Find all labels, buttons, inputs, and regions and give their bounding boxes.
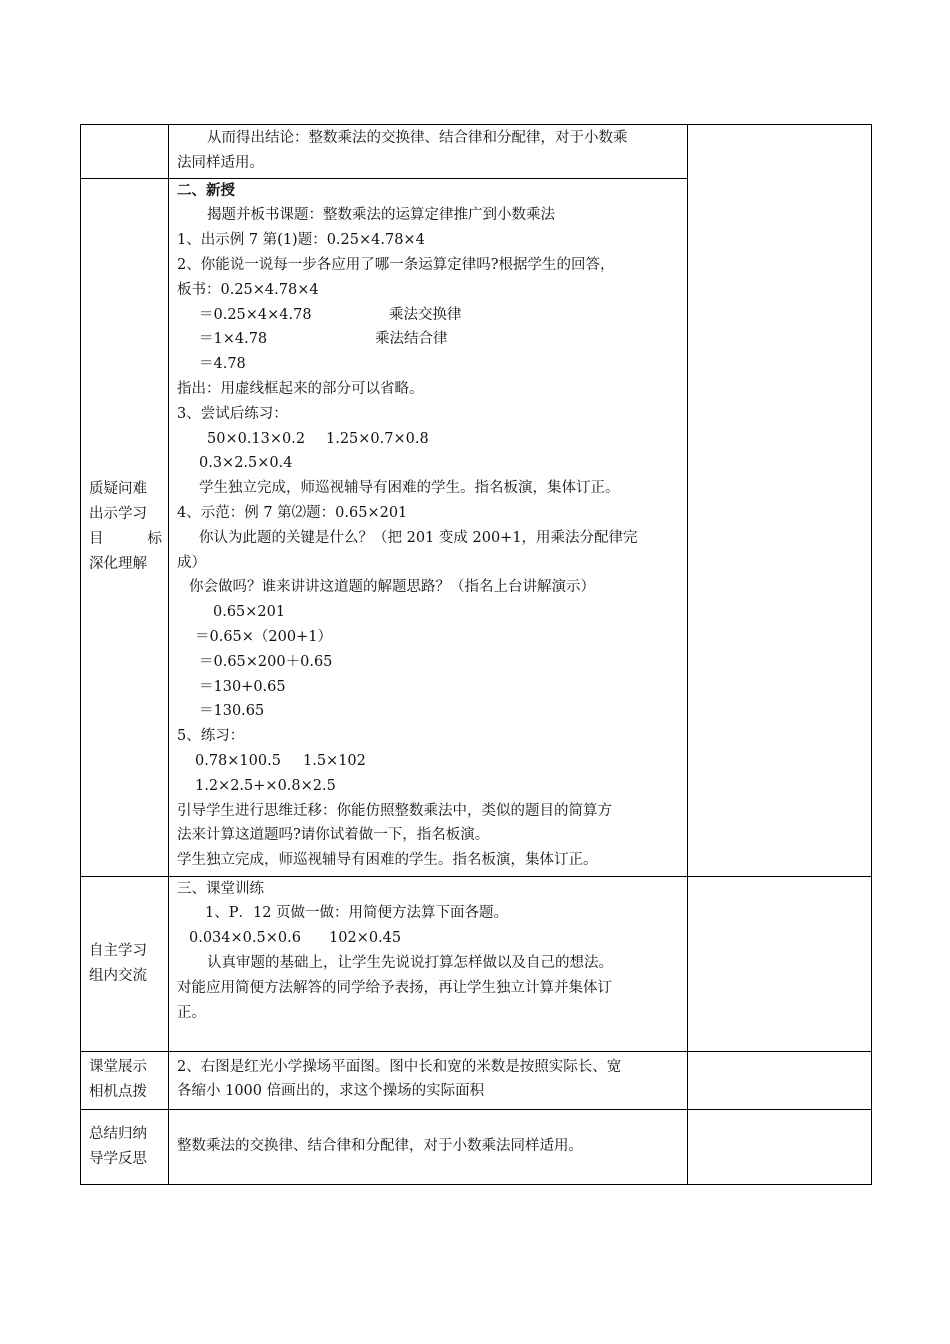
- exercise-line: [177, 427, 681, 452]
- row-label: 总结归纳: [89, 1125, 147, 1142]
- text-line: 3、尝试后练习：: [177, 405, 288, 422]
- label-cell-empty: [81, 125, 169, 179]
- content-cell: [169, 876, 688, 1051]
- calc-step: ＝130.65: [199, 703, 265, 720]
- exercise: 50×0.13×0.2: [207, 430, 306, 447]
- exercise: 1.5×102: [303, 752, 366, 769]
- text-line: 法同样适用。: [177, 154, 264, 171]
- calc-line: [177, 303, 681, 328]
- text-line: 从而得出结论：整数乘法的交换律、结合律和分配律，对于小数乘: [207, 130, 628, 146]
- text-line: 正。: [177, 1004, 206, 1021]
- row-label: 自主学习: [89, 942, 147, 959]
- text-line: 1、P．12 页做一做：用简便方法算下面各题。: [205, 905, 509, 922]
- text-line: 板书：0.25×4.78×4: [177, 281, 319, 298]
- text-line: 你认为此题的关键是什么？（把 201 变成 200+1，用乘法分配律完: [199, 529, 638, 546]
- row-label: 导学反思: [89, 1150, 147, 1167]
- text-line: 学生独立完成，师巡视辅导有困难的学生。指名板演，集体订正。: [177, 852, 598, 869]
- text-line: 1、出示例 7 第(1)题：0.25×4.78×4: [177, 232, 425, 249]
- exercise-line: [177, 749, 681, 774]
- row-label: 出示学习: [89, 506, 147, 523]
- text-line: 认真审题的基础上，让学生先说说打算怎样做以及自己的想法。: [207, 954, 613, 971]
- content-cell: [169, 125, 688, 179]
- section-heading: 二、新授: [177, 181, 235, 199]
- text-line: 你会做吗？谁来讲讲这道题的解题思路？（指名上台讲解演示）: [189, 579, 595, 596]
- table-row: [81, 1051, 872, 1109]
- text-line: 法来计算这道题吗?请你试着做一下，指名板演。: [177, 827, 490, 844]
- calc-note: 乘法交换律: [389, 306, 462, 323]
- section-heading: 三、课堂训练: [177, 880, 264, 897]
- exercise: 0.034×0.5×0.6: [189, 930, 301, 947]
- label-cell: [81, 876, 169, 1051]
- table-row: [81, 876, 872, 1051]
- row-label: 标: [147, 531, 162, 548]
- text-line: 4、示范：例 7 第⑵题：0.65×201: [177, 504, 408, 521]
- label-cell: [81, 1051, 169, 1109]
- lesson-plan-table: [80, 124, 872, 1185]
- calc-step: ＝0.65×200＋0.65: [199, 653, 333, 670]
- calc-step: ＝1×4.78: [199, 331, 268, 348]
- calc-step: ＝0.65×（200+1）: [195, 628, 332, 645]
- text-line: 对能应用简便方法解答的同学给予表扬，再让学生独立计算并集体订: [177, 979, 612, 996]
- notes-cell: [688, 876, 872, 1051]
- calc-line: [177, 327, 681, 352]
- text-line: 5、练习：: [177, 728, 245, 745]
- calc-step: 0.65×201: [213, 604, 286, 621]
- notes-cell: [688, 1109, 872, 1184]
- text-line: 揭题并板书课题：整数乘法的运算定律推广到小数乘法: [207, 207, 555, 224]
- row-label: 相机点拨: [89, 1084, 147, 1101]
- text-line: 指出：用虚线框起来的部分可以省略。: [177, 380, 424, 397]
- row-label: 深化理解: [89, 556, 147, 573]
- notes-cell: [688, 1051, 872, 1109]
- exercise-line: [177, 926, 681, 951]
- text-line: 学生独立完成，师巡视辅导有困难的学生。指名板演，集体订正。: [199, 480, 620, 497]
- label-cell: [81, 178, 169, 876]
- text-line: 2、右图是红光小学操场平面图。图中长和宽的米数是按照实际长、宽: [177, 1058, 622, 1075]
- exercise: 1.25×0.7×0.8: [326, 430, 429, 447]
- content-cell: [169, 178, 688, 876]
- row-label: 质疑问难: [89, 481, 147, 498]
- content-cell: [169, 1109, 688, 1184]
- table-row: [81, 125, 872, 179]
- exercise: 1.2×2.5+×0.8×2.5: [195, 777, 336, 794]
- exercise: 102×0.45: [329, 930, 402, 947]
- notes-cell: [688, 125, 872, 877]
- calc-step: ＝130+0.65: [199, 678, 286, 695]
- row-label: 课堂展示: [89, 1059, 147, 1076]
- calc-step: ＝4.78: [199, 356, 246, 373]
- text-line: 引导学生进行思维迁移：你能仿照整数乘法中，类似的题目的简算方: [177, 802, 612, 819]
- text-line: 整数乘法的交换律、结合律和分配律，对于小数乘法同样适用。: [177, 1137, 583, 1154]
- calc-note: 乘法结合律: [375, 331, 448, 348]
- text-line: 成）: [177, 554, 206, 571]
- exercise: 0.78×100.5: [195, 752, 281, 769]
- label-cell: [81, 1109, 169, 1184]
- content-cell: [169, 1051, 688, 1109]
- text-line: 2、你能说一说每一步各应用了哪一条运算定律吗?根据学生的回答，: [177, 256, 615, 273]
- table-row: [81, 1109, 872, 1184]
- exercise: 0.3×2.5×0.4: [199, 455, 293, 472]
- text-line: 各缩小 1000 倍画出的，求这个操场的实际面积: [177, 1083, 485, 1100]
- calc-step: ＝0.25×4×4.78: [199, 306, 312, 323]
- row-label: 目: [89, 531, 104, 548]
- row-label: 组内交流: [89, 967, 147, 984]
